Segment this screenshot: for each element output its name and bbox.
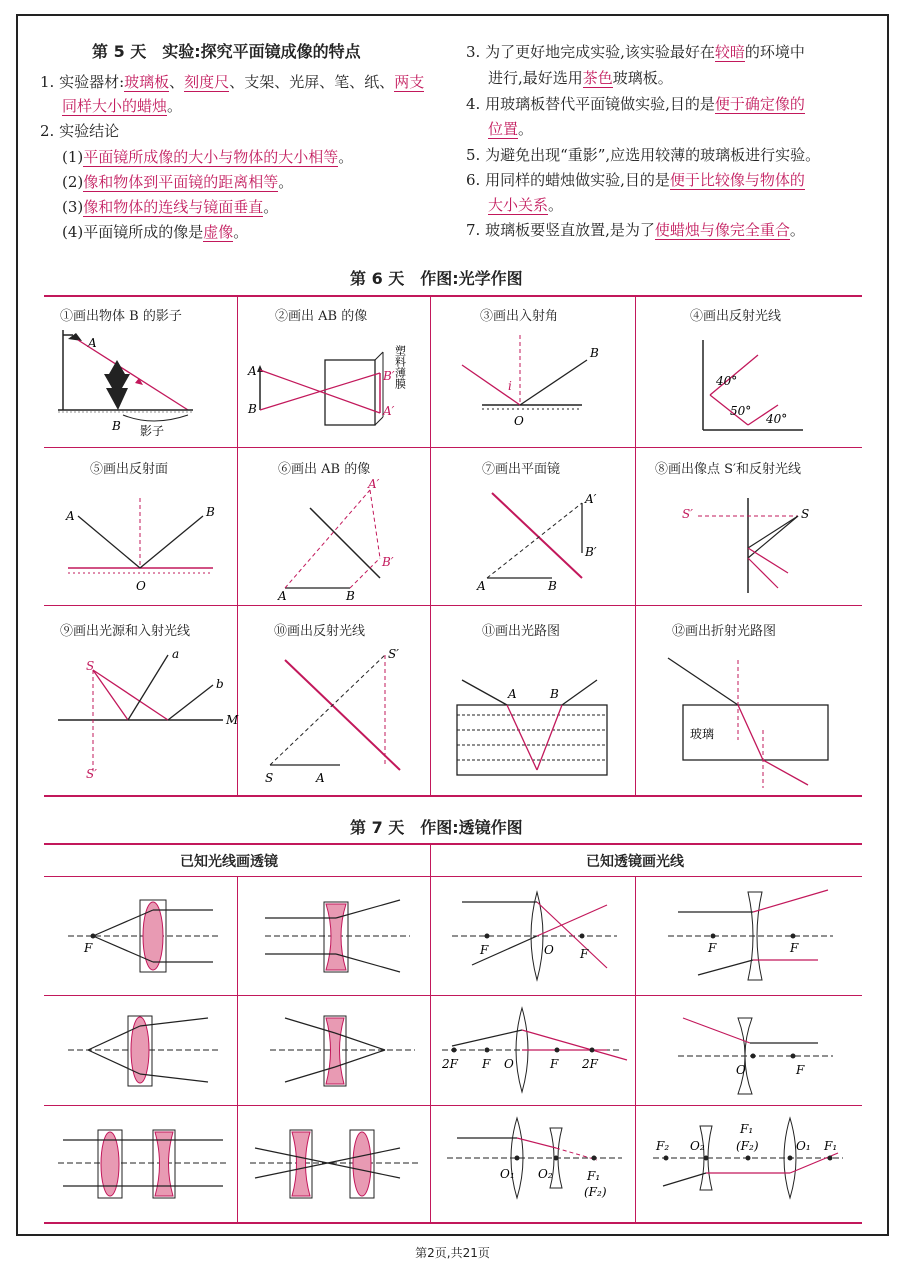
caption-6: ⑥画出 AB 的像 (278, 462, 371, 477)
svg-text:O: O (136, 579, 146, 593)
svg-text:(F₂): (F₂) (584, 1185, 607, 1199)
svg-text:O: O (544, 943, 554, 957)
svg-text:B′: B′ (382, 555, 394, 569)
day6-title: 第 6 天 作图:光学作图 (350, 269, 523, 288)
svg-text:B: B (548, 579, 557, 593)
day5-item-6-cont: 大小关系。 (488, 196, 564, 214)
caption-12: ⑫画出折射光路图 (672, 624, 777, 639)
svg-text:S: S (86, 659, 95, 673)
svg-text:B′: B′ (383, 369, 395, 383)
svg-text:F: F (482, 1057, 491, 1071)
svg-text:40°: 40° (716, 374, 738, 388)
svg-text:S′: S′ (86, 767, 97, 781)
diagram-reflect-surface (48, 478, 233, 603)
svg-text:F: F (480, 943, 489, 957)
caption-4: ④画出反射光线 (690, 309, 782, 324)
lens-convex-1 (48, 880, 233, 992)
day7-title: 第 7 天 作图:透镜作图 (350, 818, 523, 837)
svg-text:O₁: O₁ (796, 1139, 811, 1153)
svg-text:B: B (550, 687, 559, 701)
caption-5: ⑤画出反射面 (90, 462, 169, 477)
day5-item-2: 2. 实验结论 (40, 122, 120, 140)
svg-text:B: B (590, 346, 599, 360)
svg-text:F₁: F₁ (824, 1139, 838, 1153)
svg-text:O₂: O₂ (538, 1167, 553, 1181)
svg-text:塑料薄膜: 塑料薄膜 (393, 345, 407, 389)
svg-text:B: B (346, 589, 355, 603)
caption-3: ③画出入射角 (480, 309, 559, 324)
svg-text:O: O (736, 1063, 746, 1077)
svg-text:b: b (216, 677, 224, 691)
caption-7: ⑦画出平面镜 (482, 462, 561, 477)
caption-1: ①画出物体 B 的影子 (60, 309, 182, 324)
svg-text:B: B (206, 505, 215, 519)
svg-text:50°: 50° (730, 404, 752, 418)
svg-text:A: A (477, 579, 486, 593)
svg-text:A: A (66, 509, 75, 523)
svg-text:A′: A′ (368, 477, 380, 491)
day5-conclusion-2: (2)像和物体到平面镜的距离相等。 (62, 173, 294, 191)
diagram-light-source (48, 640, 239, 790)
day5-item-4-cont: 位置。 (488, 120, 534, 138)
svg-text:S′: S′ (388, 647, 399, 661)
lens-combo-rays-2 (638, 1108, 858, 1218)
lens-combo-rays-1 (432, 1108, 632, 1218)
svg-text:F: F (790, 941, 799, 955)
svg-text:2F: 2F (442, 1057, 458, 1071)
diagram-shadow (48, 325, 233, 443)
diagram-draw-mirror (432, 478, 632, 603)
svg-text:F: F (84, 941, 93, 955)
lens-concave-rays-1 (638, 880, 858, 992)
day7-row-rule-1 (44, 995, 862, 996)
day6-col-rule-2 (430, 296, 431, 795)
svg-text:2F: 2F (582, 1057, 598, 1071)
caption-9: ⑨画出光源和入射光线 (60, 624, 191, 639)
svg-text:O₁: O₁ (500, 1167, 515, 1181)
svg-text:F: F (708, 941, 717, 955)
day7-col-rule-1 (237, 877, 238, 1222)
label-B: B (112, 419, 121, 433)
svg-text:(F₂): (F₂) (736, 1139, 759, 1153)
day6-bottom-rule (44, 795, 862, 797)
day5-item-6: 6. 用同样的蜡烛做实验,目的是便于比较像与物体的 (466, 171, 805, 189)
day7-col2-header: 已知透镜画光线 (586, 854, 684, 870)
diagram-film (240, 325, 428, 443)
day5-item-4: 4. 用玻璃板替代平面镜做实验,目的是便于确定像的 (466, 95, 805, 113)
svg-text:a: a (172, 647, 180, 661)
svg-text:A: A (316, 771, 325, 785)
page-footer: 第2页,共21页 (415, 1246, 490, 1260)
day6-top-rule (44, 295, 862, 297)
diagram-water-path (432, 640, 632, 790)
day5-conclusion-4: (4)平面镜所成的像是虚像。 (62, 223, 249, 241)
svg-text:A: A (278, 589, 287, 603)
svg-text:B′: B′ (585, 545, 597, 559)
day5-item-3-cont: 进行,最好选用茶色玻璃板。 (488, 69, 673, 87)
lens-combo-2 (240, 1108, 428, 1218)
day7-col-rule-main (430, 844, 431, 1222)
day6-col-rule-3 (635, 296, 636, 795)
svg-text:M: M (226, 713, 239, 727)
svg-text:玻璃: 玻璃 (690, 727, 715, 741)
day5-item-1-cont: 同样大小的蜡烛。 (62, 97, 183, 115)
caption-11: ⑪画出光路图 (482, 624, 561, 639)
caption-8: ⑧画出像点 S′和反射光线 (655, 462, 801, 477)
day7-bottom-rule (44, 1222, 862, 1224)
diagram-refraction (638, 640, 858, 790)
diagram-incident-angle (432, 325, 632, 443)
diagram-reflect-angles (638, 325, 858, 443)
svg-text:S′: S′ (682, 507, 693, 521)
day6-row-rule-1 (44, 447, 862, 448)
lens-convex-2 (48, 998, 233, 1102)
label-A: A (88, 336, 97, 350)
lens-convex-rays-2 (432, 998, 632, 1102)
lens-concave-2 (240, 998, 428, 1102)
svg-text:O₂: O₂ (690, 1139, 705, 1153)
day5-item-1: 1. 实验器材:玻璃板、刻度尺、支架、光屏、笔、纸、两支 (40, 73, 425, 91)
day5-conclusion-1: (1)平面镜所成像的大小与物体的大小相等。 (62, 148, 354, 166)
caption-10: ⑩画出反射光线 (274, 624, 366, 639)
svg-text:i: i (508, 379, 512, 393)
svg-text:B: B (248, 402, 257, 416)
day6-row-rule-2 (44, 605, 862, 606)
svg-text:A: A (508, 687, 517, 701)
svg-text:A: A (248, 364, 257, 378)
svg-text:F₁: F₁ (740, 1122, 754, 1136)
svg-text:F₂: F₂ (656, 1139, 670, 1153)
svg-text:A′: A′ (585, 492, 597, 506)
day5-item-5: 5. 为避免出现“重影”,应选用较薄的玻璃板进行实验。 (466, 146, 821, 164)
label-shadow: 影子 (140, 424, 165, 438)
diagram-reflected-ray (240, 640, 428, 790)
diagram-image-point (638, 478, 858, 603)
svg-text:F: F (550, 1057, 559, 1071)
lens-concave-rays-2 (638, 998, 858, 1102)
lens-convex-rays-1 (432, 880, 632, 992)
svg-text:S: S (265, 771, 274, 785)
svg-text:F: F (796, 1063, 805, 1077)
day5-title: 第 5 天 实验:探究平面镜成像的特点 (92, 42, 361, 61)
day7-row-rule-2 (44, 1105, 862, 1106)
svg-text:40°: 40° (766, 412, 788, 426)
svg-text:S: S (801, 507, 810, 521)
svg-text:F₁: F₁ (587, 1169, 601, 1183)
svg-text:O: O (514, 414, 524, 428)
day5-item-3: 3. 为了更好地完成实验,该实验最好在较暗的环境中 (466, 43, 805, 61)
lens-concave-1 (240, 880, 428, 992)
lens-combo-1 (48, 1108, 233, 1218)
caption-2: ②画出 AB 的像 (275, 309, 368, 324)
day7-col1-header: 已知光线画透镜 (180, 854, 278, 870)
svg-text:F: F (580, 947, 589, 961)
svg-text:O: O (504, 1057, 514, 1071)
svg-text:A′: A′ (383, 404, 395, 418)
diagram-ab-image-mirror (240, 478, 428, 603)
day5-item-7: 7. 玻璃板要竖直放置,是为了使蜡烛与像完全重合。 (466, 221, 805, 239)
day7-header-rule (44, 876, 862, 877)
day5-conclusion-3: (3)像和物体的连线与镜面垂直。 (62, 198, 279, 216)
day7-top-rule (44, 843, 862, 845)
day7-col-rule-3 (635, 877, 636, 1222)
